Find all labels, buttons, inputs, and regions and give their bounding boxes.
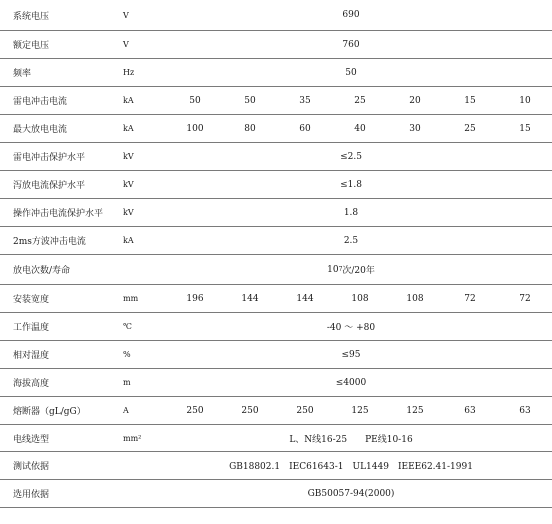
table-row: [0, 480, 552, 508]
row-unit: %: [123, 350, 131, 359]
spanning-value: 50: [345, 67, 357, 78]
value-cell: 15: [519, 123, 531, 134]
row-unit: kV: [123, 208, 134, 217]
value-cell: 10: [519, 95, 531, 106]
table-row: [0, 285, 552, 313]
spanning-value: GB18802.1 IEC61643-1 UL1449 IEEE62.41-1991: [229, 462, 473, 472]
table-row: [0, 369, 552, 397]
value-cell: 108: [406, 293, 424, 304]
value-cell: 196: [186, 293, 204, 304]
row-label: 雷电冲击保护水平: [13, 153, 86, 163]
value-cell: 100: [186, 123, 204, 134]
table-row: [0, 199, 552, 227]
value-cell: 125: [406, 405, 424, 416]
row-unit: mm²: [123, 433, 142, 443]
table-row: [0, 87, 552, 115]
value-cell: 50: [244, 95, 256, 106]
value-cell: 25: [354, 95, 366, 106]
row-unit: kA: [123, 236, 134, 245]
table-row: [0, 31, 552, 59]
spanning-value: GB50057-94(2000): [307, 488, 395, 499]
spanning-value: ≤1.8: [340, 179, 362, 190]
table-row: [0, 255, 552, 285]
row-unit: kV: [123, 152, 134, 161]
value-cell: 250: [296, 405, 314, 416]
value-cell: 20: [409, 95, 421, 106]
table-row: [0, 115, 552, 143]
row-label: 安装宽度: [13, 295, 50, 305]
row-unit: mm: [123, 294, 139, 303]
spanning-value: 760: [342, 39, 360, 50]
table-row: [0, 59, 552, 87]
row-label: 操作冲击电流保护水平: [13, 209, 104, 219]
table-row: [0, 425, 552, 452]
row-unit: kV: [123, 180, 134, 189]
row-label: 额定电压: [13, 41, 50, 51]
value-cell: 72: [464, 293, 476, 304]
row-label: 工作温度: [13, 323, 50, 333]
value-cell: 250: [186, 405, 204, 416]
value-cell: 63: [464, 405, 476, 416]
spanning-value: 2.5: [343, 235, 359, 246]
spanning-value: 1.8: [343, 207, 359, 218]
table-row: [0, 143, 552, 171]
row-unit: Hz: [123, 68, 135, 77]
value-cell: 250: [241, 405, 259, 416]
value-cell: 15: [464, 95, 476, 106]
row-label: 熔断器（gL/gG）: [13, 407, 86, 417]
row-unit: A: [123, 406, 129, 415]
row-unit: V: [123, 10, 129, 20]
table-row: [0, 0, 552, 31]
spanning-value: 690: [342, 10, 360, 20]
row-label: 相对湿度: [13, 351, 50, 361]
row-unit: m: [123, 378, 131, 387]
row-label: 雷电冲击电流: [13, 97, 68, 107]
spanning-value: ≤2.5: [340, 151, 362, 162]
row-label: 2ms方波冲击电流: [13, 237, 86, 247]
row-label: 泻放电流保护水平: [13, 181, 86, 191]
row-unit: kA: [123, 124, 134, 133]
value-cell: 63: [519, 405, 531, 416]
row-label: 频率: [13, 69, 32, 79]
spanning-value: L、N线16-25 PE线10-16: [289, 434, 413, 445]
value-cell: 60: [299, 123, 311, 134]
row-label: 测试依据: [13, 462, 50, 472]
table-row: [0, 313, 552, 341]
row-unit: V: [123, 40, 129, 49]
value-cell: 35: [299, 95, 311, 106]
row-label: 海拔高度: [13, 379, 50, 389]
value-cell: 144: [296, 293, 314, 304]
spanning-value: ≤95: [341, 349, 361, 360]
row-unit: kA: [123, 96, 134, 105]
row-label: 系统电压: [13, 11, 50, 22]
table-row: [0, 341, 552, 369]
row-label: 选用依据: [13, 490, 50, 500]
row-label: 最大放电电流: [13, 125, 68, 135]
value-cell: 72: [519, 293, 531, 304]
value-cell: 40: [354, 123, 366, 134]
row-label: 电线选型: [13, 434, 50, 445]
value-cell: 50: [189, 95, 201, 106]
value-cell: 144: [241, 293, 259, 304]
value-cell: 108: [351, 293, 369, 304]
table-row: [0, 227, 552, 255]
value-cell: 30: [409, 123, 421, 134]
spanning-value: ≤4000: [335, 377, 367, 388]
row-unit: ℃: [123, 322, 132, 331]
spanning-value: 10 7 次/20年: [327, 264, 375, 276]
value-cell: 125: [351, 405, 369, 416]
spanning-value: -40 ～ +80: [326, 323, 376, 333]
table-row: [0, 452, 552, 480]
value-cell: 80: [244, 123, 256, 134]
value-cell: 25: [464, 123, 476, 134]
row-label: 放电次数/寿命: [13, 266, 71, 276]
table-row: [0, 171, 552, 199]
table-row: [0, 397, 552, 425]
